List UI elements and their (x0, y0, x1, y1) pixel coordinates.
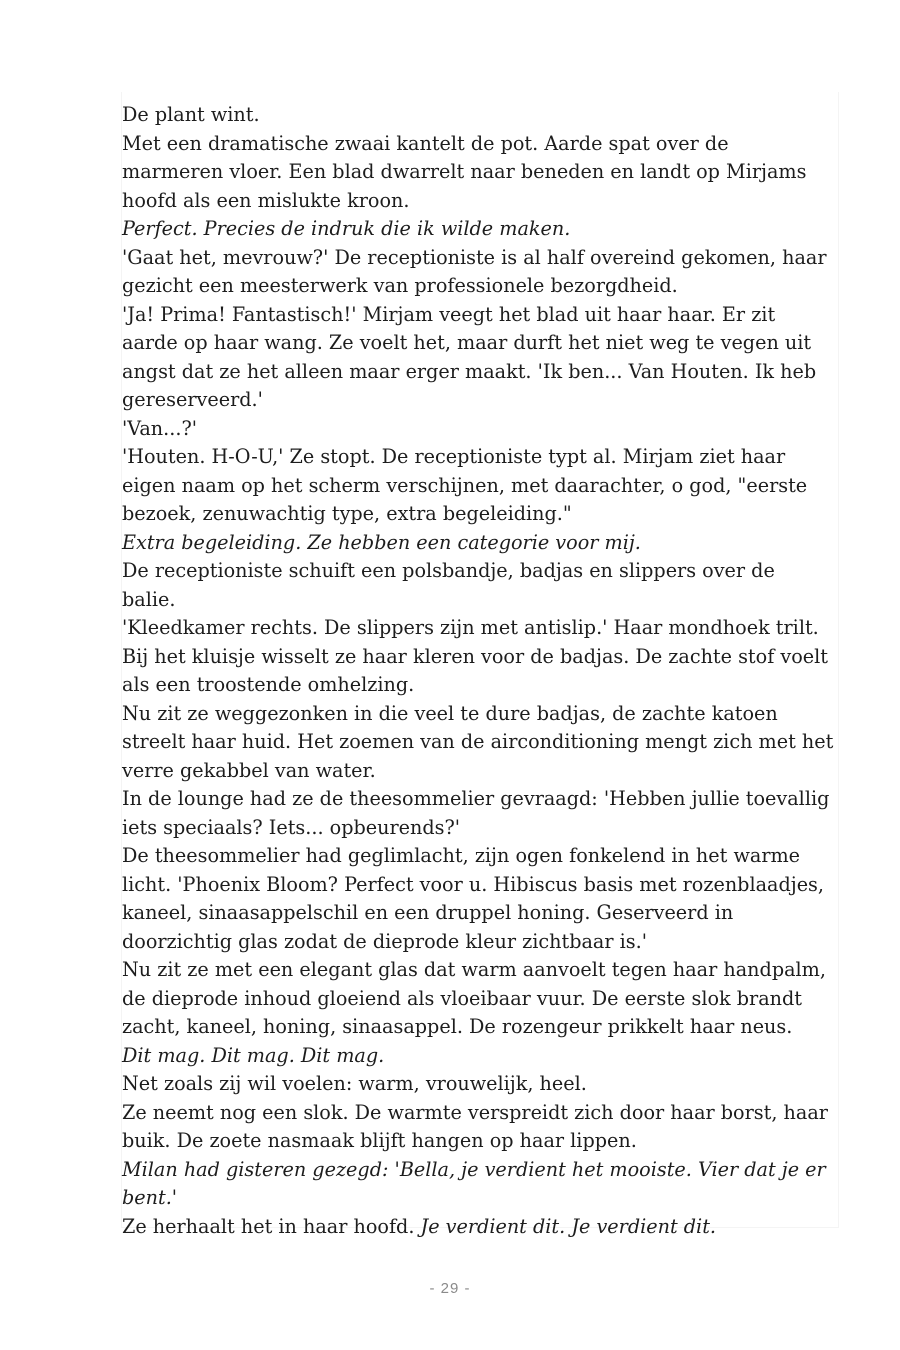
paragraph: 'Kleedkamer rechts. De slippers zijn met antislip.' Haar mondhoek trilt. (122, 616, 819, 639)
paragraph: 'Ja! Prima! Fantastisch!' Mirjam veegt het blad uit haar haar. Er zit aarde op haar wang. Ze voelt het, maar durft het niet weg te vegen uit angst dat ze het alleen maar erger maakt. 'Ik ben... Van Houten. Ik heb gereserveerd.' (122, 302, 817, 411)
paragraph: Nu zit ze weggezonken in die veel te dure badjas, de zachte katoen streelt haar huid. Het zoemen van de airconditioning mengt zich met het verre gekabbel van water. (122, 701, 834, 782)
paragraph: Bij het kluisje wisselt ze haar kleren voor de badjas. De zachte stof voelt als een troostende omhelzing. (122, 644, 828, 696)
page-body (122, 101, 834, 1241)
paragraph: 'Van...?' (122, 416, 198, 440)
paragraph: De plant wint. (122, 103, 260, 126)
italic-thought: Perfect. Precies de indruk die ik wilde maken. (122, 217, 571, 240)
italic-thought: Milan had gisteren gezegd: 'Bella, je verdient het mooiste. Vier dat je er bent.' (122, 1157, 826, 1209)
italic-thought: Extra begeleiding. Ze hebben een categorie voor mij. (122, 530, 641, 554)
last-paragraph-plain: Ze herhaalt het in haar hoofd. (122, 1214, 421, 1238)
paragraph: Met een dramatische zwaai kantelt de pot. Aarde spat over de marmeren vloer. Een blad dwarrelt naar beneden en landt op Mirjams hoofd als een mislukte kroon. (122, 131, 807, 212)
paragraph: De receptioniste schuift een polsbandje, badjas en slippers over de balie. (122, 559, 775, 611)
last-paragraph-italic: Je verdient dit. Je verdient dit. (420, 1214, 716, 1238)
page-number: - 29 - (429, 1280, 471, 1297)
paragraph: 'Gaat het, mevrouw?' De receptioniste is al half overeind gekomen, haar gezicht een meesterwerk van professionele bezorgdheid. (122, 245, 827, 297)
paragraph: Ze neemt nog een slok. De warmte verspreidt zich door haar borst, haar buik. De zoete nasmaak blijft hangen op haar lippen. (122, 1100, 828, 1152)
paragraph: 'Houten. H-O-U,' Ze stopt. De receptioniste typt al. Mirjam ziet haar eigen naam op het scherm verschijnen, met daarachter, o god, "eerste bezoek, zenuwachtig type, extra begeleiding." (122, 445, 808, 525)
paragraph: Nu zit ze met een elegant glas dat warm aanvoelt tegen haar handpalm, de dieprode inhoud gloeiend als vloeibaar vuur. De eerste slok brandt zacht, kaneel, honing, sinaasappel. De rozengeur prikkelt haar neus. (122, 958, 826, 1038)
paragraph: De theesommelier had geglimlacht, zijn ogen fonkelend in het warme licht. 'Phoenix Bloom? Perfect voor u. Hibiscus basis met rozenblaadjes, kaneel, sinaasappelschil en een druppel honing. Geserveerd in doorzichtig glas zodat de dieprode kleur zichtbaar is.' (122, 844, 825, 953)
paragraph: In de lounge had ze de theesommelier gevraagd: 'Hebben jullie toevallig iets speciaals? Iets... opbeurends?' (122, 787, 830, 839)
last-paragraph (122, 1213, 834, 1242)
italic-thought: Dit mag. Dit mag. Dit mag. (122, 1043, 385, 1067)
paragraph: Net zoals zij wil voelen: warm, vrouwelijk, heel. (122, 1072, 587, 1095)
